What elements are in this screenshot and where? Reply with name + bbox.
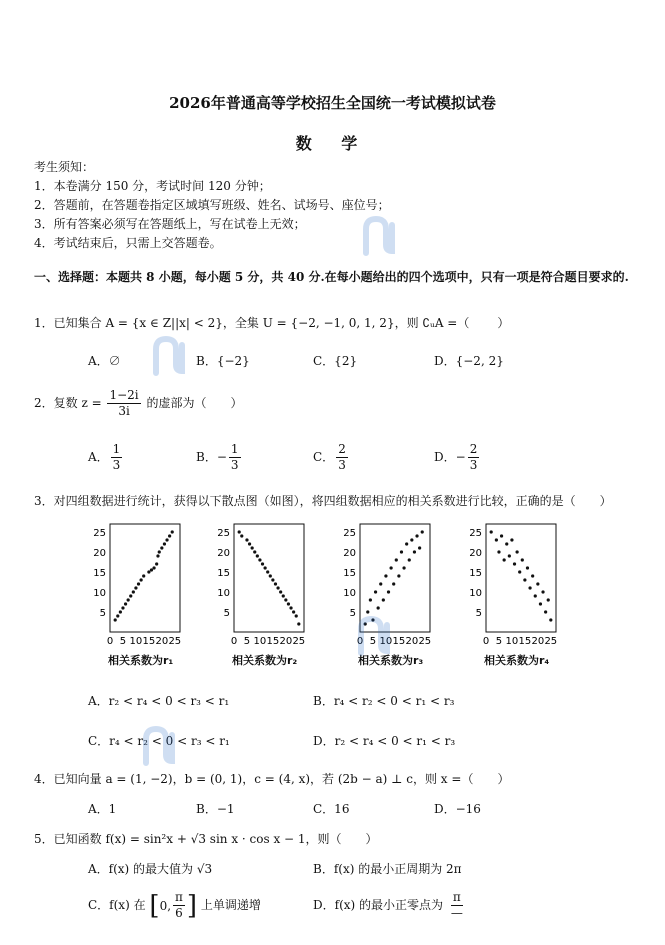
scatter-point xyxy=(240,534,243,537)
q2-option-d: D．− $\frac{2}{3}$ xyxy=(434,442,478,472)
scatter-point xyxy=(549,618,552,621)
scatter-point xyxy=(129,594,132,597)
scatter-point xyxy=(238,530,241,533)
scatter-point xyxy=(402,566,405,569)
y-tick-label: 25 xyxy=(217,528,230,539)
plot-frame xyxy=(234,524,304,632)
scatter-plot-r4-svg xyxy=(462,520,562,650)
subject-title: 数 学 xyxy=(295,134,370,153)
y-tick-label: 15 xyxy=(217,568,230,579)
scatter-point xyxy=(528,586,531,589)
note-item: 2．答题前，在答题卷指定区域填写班级、姓名、试场号、座位号； xyxy=(34,198,390,212)
scatter-point xyxy=(279,590,282,593)
question-1-stem: 1．已知集合 A = {x ∈ Z||x| < 2}，全集 U = {−2, −1, 0, 1, 2}，则 ∁ᵤA =（ ） xyxy=(34,316,510,330)
scatter-point xyxy=(132,590,135,593)
x-tick-label: 15 xyxy=(266,636,280,647)
x-tick-label: 20 xyxy=(155,636,169,647)
scatter-point xyxy=(518,570,521,573)
chart-title-r3: 相关系数为r₃ xyxy=(358,654,424,667)
x-tick-label: 5 xyxy=(243,636,251,647)
q2-option-b: B．− $\frac{1}{3}$ xyxy=(196,442,239,472)
section-heading: 一、选择题：本题共 8 小题，每小题 5 分，共 40 分.在每小题给出的四个选项中，只有一项是符合题目要求的. xyxy=(34,270,629,284)
scatter-point xyxy=(531,574,534,577)
scatter-point xyxy=(415,534,418,537)
x-tick-label: 25 xyxy=(292,636,306,647)
x-tick-label: 10 xyxy=(253,636,267,647)
scatter-point xyxy=(490,530,493,533)
scatter-point xyxy=(379,582,382,585)
scatter-point xyxy=(163,542,166,545)
scatter-point xyxy=(392,582,395,585)
x-tick-label: 20 xyxy=(279,636,293,647)
scatter-point xyxy=(418,546,421,549)
x-tick-label: 5 xyxy=(119,636,127,647)
plot-frame xyxy=(110,524,180,632)
scatter-point xyxy=(258,558,261,561)
y-tick-label: 20 xyxy=(93,548,106,559)
question-5-stem: 5．已知函数 f(x) = sin²x + √3 sin x · cos x − 1，则（ ） xyxy=(34,832,378,846)
scatter-point xyxy=(395,558,398,561)
scatter-point xyxy=(156,554,159,557)
scatter-point xyxy=(289,606,292,609)
scatter-point xyxy=(261,562,264,565)
x-tick-label: 20 xyxy=(405,636,419,647)
scatter-point xyxy=(171,530,174,533)
chart-title-r2: 相关系数为r₂ xyxy=(232,654,298,667)
scatter-point xyxy=(276,586,279,589)
note-item: 4．考试结束后，只需上交答题卷。 xyxy=(34,236,222,250)
y-tick-label: 10 xyxy=(217,588,230,599)
scatter-point xyxy=(421,530,424,533)
scatter-point xyxy=(264,566,267,569)
scatter-point xyxy=(513,562,516,565)
q5-option-d: D．f(x) 的最小正零点为 $\frac{\pi}{—}$ xyxy=(313,890,463,920)
y-tick-label: 20 xyxy=(469,548,482,559)
q5-option-b: B．f(x) 的最小正周期为 2π xyxy=(313,862,462,876)
x-tick-label: 0 xyxy=(356,636,364,647)
q3-option-c: C．r₄ < r₂ < 0 < r₃ < r₁ xyxy=(88,734,230,748)
chart-title-r1: 相关系数为r₁ xyxy=(108,654,174,667)
x-tick-label: 15 xyxy=(142,636,156,647)
y-tick-label: 5 xyxy=(349,608,356,619)
y-tick-label: 20 xyxy=(217,548,230,559)
scatter-point xyxy=(397,574,400,577)
note-item: 1．本卷满分 150 分，考试时间 120 分钟； xyxy=(34,179,271,193)
scatter-point xyxy=(297,622,300,625)
scatter-point xyxy=(155,562,158,565)
scatter-point xyxy=(168,534,171,537)
scatter-point xyxy=(266,570,269,573)
y-tick-label: 25 xyxy=(93,528,106,539)
scatter-point xyxy=(521,558,524,561)
scatter-point xyxy=(248,542,251,545)
scatter-point xyxy=(251,546,254,549)
y-tick-label: 10 xyxy=(93,588,106,599)
scatter-point xyxy=(256,554,259,557)
scatter-point xyxy=(282,594,285,597)
scatter-point xyxy=(253,550,256,553)
y-tick-label: 25 xyxy=(469,528,482,539)
chart-title-r4: 相关系数为r₄ xyxy=(484,654,550,667)
scatter-point xyxy=(508,554,511,557)
q1-option-b: B．{−2} xyxy=(196,354,250,368)
scatter-chart-r2 xyxy=(210,520,310,670)
scatter-point xyxy=(384,574,387,577)
scatter-point xyxy=(160,546,163,549)
y-tick-label: 10 xyxy=(343,588,356,599)
scatter-point xyxy=(539,602,542,605)
y-tick-label: 5 xyxy=(475,608,482,619)
q4-option-c: C．16 xyxy=(313,802,350,816)
x-tick-label: 5 xyxy=(495,636,503,647)
scatter-point xyxy=(137,582,140,585)
scatter-point xyxy=(387,590,390,593)
scatter-point xyxy=(405,542,408,545)
x-tick-label: 25 xyxy=(418,636,432,647)
q4-option-b: B．−1 xyxy=(196,802,235,816)
scatter-point xyxy=(165,538,168,541)
x-tick-label: 25 xyxy=(168,636,182,647)
q3-option-a: A．r₂ < r₄ < 0 < r₃ < r₁ xyxy=(88,694,230,708)
scatter-point xyxy=(295,614,298,617)
x-tick-label: 10 xyxy=(129,636,143,647)
y-tick-label: 15 xyxy=(469,568,482,579)
scatter-point xyxy=(269,574,272,577)
scatter-point xyxy=(114,618,117,621)
scatter-point xyxy=(124,602,127,605)
scatter-point xyxy=(534,594,537,597)
watermark-logo xyxy=(360,215,400,263)
scatter-point xyxy=(147,570,150,573)
x-tick-label: 10 xyxy=(379,636,393,647)
q5-option-c: C．f(x) 在 [ 0, $\frac{\pi}{6}$ ] 上单调递增 xyxy=(88,890,261,921)
q2-option-a: A． $\frac{1}{3}$ xyxy=(88,442,121,472)
scatter-point xyxy=(158,550,161,553)
x-tick-label: 25 xyxy=(544,636,558,647)
scatter-point xyxy=(516,550,519,553)
x-tick-label: 15 xyxy=(518,636,532,647)
question-4-stem: 4．已知向量 a = (1, −2)，b = (0, 1)，c = (4, x)，若 (2b − a) ⊥ c，则 x =（ ） xyxy=(34,772,510,786)
scatter-point xyxy=(374,590,377,593)
scatter-point xyxy=(544,610,547,613)
scatter-point xyxy=(127,598,130,601)
q1-option-c: C．{2} xyxy=(313,354,358,368)
plot-frame xyxy=(360,524,430,632)
scatter-chart-r1 xyxy=(86,520,186,670)
scatter-point xyxy=(410,538,413,541)
scatter-point xyxy=(547,598,550,601)
y-tick-label: 5 xyxy=(223,608,230,619)
question-3-stem: 3．对四组数据进行统计，获得以下散点图（如图），将四组数据相应的相关系数进行比较，正确的是（ ） xyxy=(34,494,612,508)
scatter-chart-r3 xyxy=(336,520,436,670)
scatter-point xyxy=(503,558,506,561)
y-tick-label: 20 xyxy=(343,548,356,559)
scatter-point xyxy=(400,550,403,553)
scatter-point xyxy=(500,534,503,537)
question-2-stem: 2．复数 z = $\frac{1-2i}{3i}$ 的虚部为（ ） xyxy=(34,388,243,418)
scatter-point xyxy=(510,538,513,541)
q1-option-a: A．∅ xyxy=(88,354,121,368)
scatter-point xyxy=(284,598,287,601)
exam-title: 2026年普通高等学校招生全国统一考试模拟试卷 xyxy=(169,94,496,112)
q2-fraction: $\frac{1-2i}{3i}$ xyxy=(109,388,139,418)
scatter-point xyxy=(292,610,295,613)
q4-option-d: D．−16 xyxy=(434,802,481,816)
scatter-point xyxy=(152,566,155,569)
scatter-point xyxy=(274,582,277,585)
watermark-logo xyxy=(150,335,190,383)
scatter-point xyxy=(245,538,248,541)
q3-option-d: D．r₂ < r₄ < 0 < r₁ < r₃ xyxy=(313,734,456,748)
note-item: 3．所有答案必须写在答题纸上，写在试卷上无效； xyxy=(34,217,306,231)
y-tick-label: 10 xyxy=(469,588,482,599)
x-tick-label: 5 xyxy=(369,636,377,647)
scatter-point xyxy=(413,550,416,553)
scatter-plot-r3-svg xyxy=(336,520,436,650)
scatter-point xyxy=(119,610,122,613)
q2-option-c: C． $\frac{2}{3}$ xyxy=(313,442,346,472)
scatter-point xyxy=(140,578,143,581)
q3-option-b: B．r₄ < r₂ < 0 < r₁ < r₃ xyxy=(313,694,455,708)
scatter-point xyxy=(121,606,124,609)
q5-option-a: A．f(x) 的最大值为 √3 xyxy=(88,862,213,876)
scatter-point xyxy=(287,602,290,605)
y-tick-label: 15 xyxy=(93,568,106,579)
q1-option-d: D．{−2, 2} xyxy=(434,354,504,368)
x-tick-label: 0 xyxy=(106,636,114,647)
scatter-point xyxy=(271,578,274,581)
scatter-point xyxy=(377,606,380,609)
scatter-point xyxy=(495,538,498,541)
scatter-point xyxy=(364,622,367,625)
y-tick-label: 5 xyxy=(99,608,106,619)
q4-option-a: A．1 xyxy=(88,802,117,816)
scatter-point xyxy=(116,614,119,617)
scatter-point xyxy=(142,574,145,577)
x-tick-label: 0 xyxy=(482,636,490,647)
scatter-point xyxy=(371,618,374,621)
scatter-chart-r4 xyxy=(462,520,562,670)
scatter-point xyxy=(150,568,153,571)
scatter-point xyxy=(497,550,500,553)
y-tick-label: 25 xyxy=(343,528,356,539)
y-tick-label: 15 xyxy=(343,568,356,579)
scatter-point xyxy=(505,542,508,545)
scatter-point xyxy=(390,566,393,569)
scatter-plot-r1-svg xyxy=(86,520,186,650)
x-tick-label: 10 xyxy=(505,636,519,647)
scatter-point xyxy=(541,590,544,593)
x-tick-label: 0 xyxy=(230,636,238,647)
scatter-point xyxy=(369,598,372,601)
scatter-point xyxy=(382,598,385,601)
scatter-point xyxy=(523,578,526,581)
notes-heading: 考生须知： xyxy=(34,160,95,174)
scatter-point xyxy=(134,586,137,589)
scatter-plot-r2-svg xyxy=(210,520,310,650)
scatter-point xyxy=(536,582,539,585)
scatter-point xyxy=(366,610,369,613)
scatter-point xyxy=(408,558,411,561)
x-tick-label: 20 xyxy=(531,636,545,647)
x-tick-label: 15 xyxy=(392,636,406,647)
scatter-point xyxy=(526,566,529,569)
